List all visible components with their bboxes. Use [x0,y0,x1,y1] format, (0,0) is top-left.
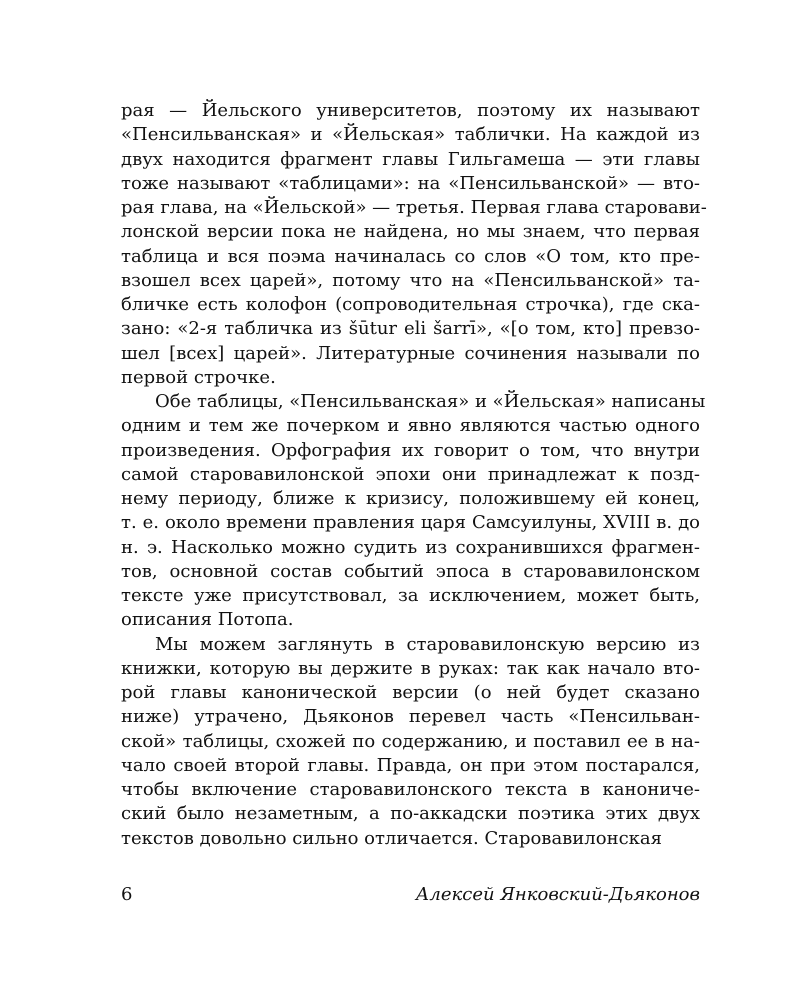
text-line: рая — Йельского университетов, поэтому их называют [121,100,700,121]
text-line: чтобы включение старовавилонского текста в канониче- [121,779,700,800]
text-line: зано: «2-я табличка из šūtur eli šarrī», «[о том, кто] превзо- [121,318,700,340]
text-line: тексте уже присутствовал, за исключением, может быть, [121,585,700,606]
text-line: текстов довольно сильно отличается. Старовавилонская [121,827,662,849]
text-line: взошел всех царей», потому что на «Пенсильванской» та- [121,269,700,291]
text-line: чало своей второй главы. Правда, он при этом постарался, [121,754,700,776]
paragraph [121,99,707,390]
text-line: Обе таблицы, «Пенсильванская» и «Йельская» написаны [155,391,706,412]
text-line: т. е. около времени правления царя Самсуилуны, XVIII в. до [121,512,700,534]
running-author: Алексей Янковский-Дьяконов [415,884,700,905]
text-line: ниже) утрачено, Дьяконов перевел часть «Пенсильван- [121,706,700,728]
text-line: бличке есть колофон (сопроводительная строчка), где ска- [121,294,700,315]
text-line: ский было незаметным, а по-аккадски поэтика этих двух [121,803,700,825]
paragraph [121,633,700,851]
text-line: тоже называют «таблицами»: на «Пенсильванской» — вто- [121,172,700,194]
body-text [121,99,707,851]
text-line: тов, основной состав событий эпоса в старовавилонском [121,560,700,582]
text-line: произведения. Орфография их говорит о том, что внутри [121,439,700,461]
page-number: 6 [121,884,133,905]
text-line: нему периоду, ближе к кризису, положившему ей конец, [121,488,700,509]
text-line: одним и тем же почерком и явно являются частью одного [121,415,700,437]
text-line: книжки, которую вы держите в руках: так как начало вто- [121,657,700,679]
text-line: двух находится фрагмент главы Гильгамеша — эти главы [121,148,700,170]
text-line: самой старовавилонской эпохи они принадлежат к позд- [121,463,700,485]
paragraph [121,390,706,633]
text-line: первой строчке. [121,366,276,388]
text-line: шел [всех] царей». Литературные сочинения называли по [121,342,700,364]
text-line: н. э. Насколько можно судить из сохранившихся фрагмен- [121,536,700,558]
text-line: таблица и вся поэма начиналась со слов «О том, кто пре- [121,245,700,267]
text-line: Мы можем заглянуть в старовавилонскую версию из [155,633,700,655]
page-footer [121,884,700,910]
text-line: лонской версии пока не найдена, но мы знаем, что первая [121,221,700,243]
text-line: рая глава, на «Йельской» — третья. Первая глава старовави- [121,197,707,218]
text-line: описания Потопа. [121,609,294,631]
text-line: рой главы канонической версии (о ней будет сказано [121,682,700,703]
text-line: «Пенсильванская» и «Йельская» таблички. На каждой из [121,124,700,146]
text-line: ской» таблицы, схожей по содержанию, и поставил ее в на- [121,730,700,752]
